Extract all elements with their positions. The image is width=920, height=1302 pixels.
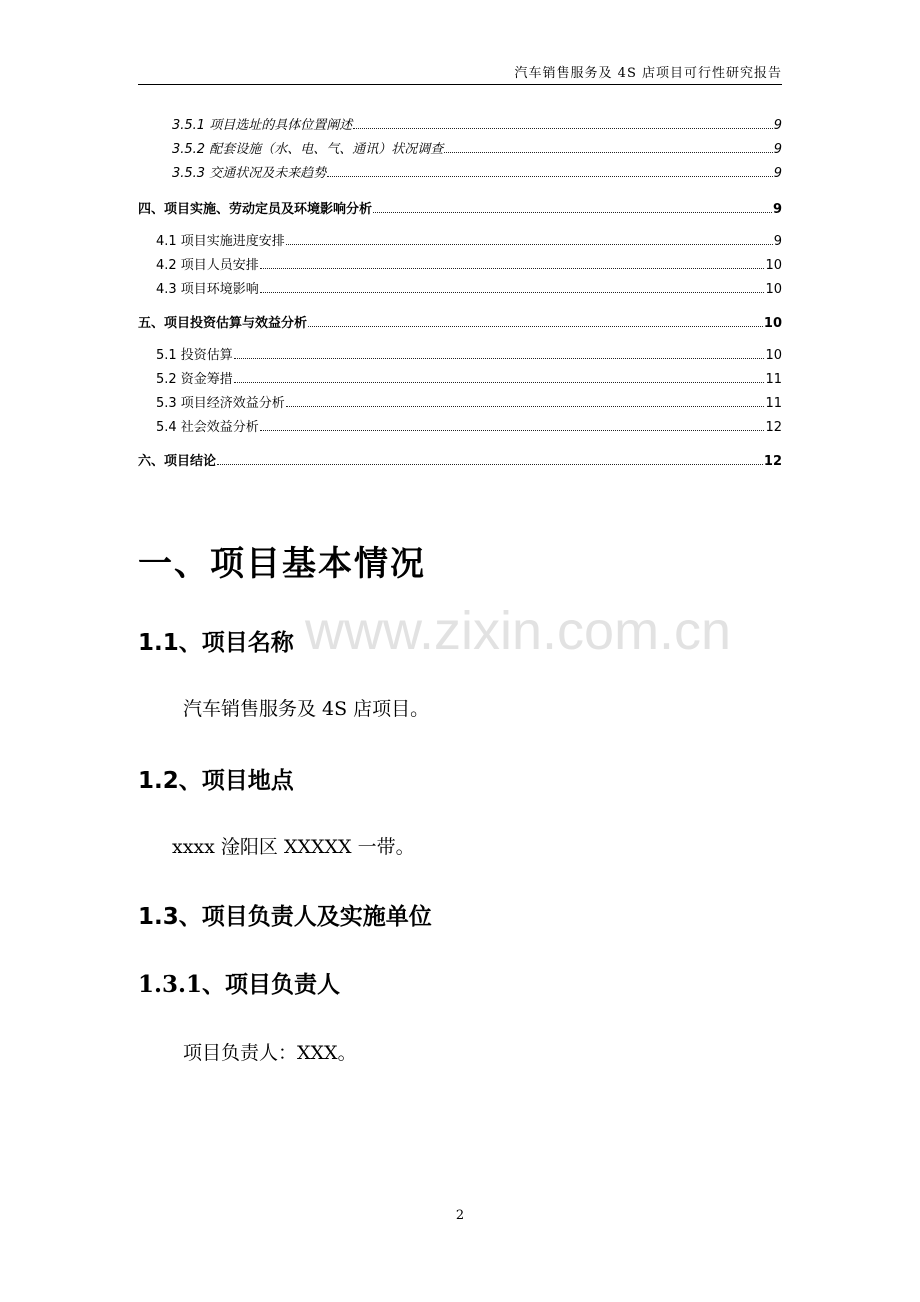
toc-entry-label: 4.2 项目人员安排 [156, 258, 259, 273]
watermark: www.zixin.com.cn [305, 601, 732, 661]
toc-leader-dots [327, 176, 773, 177]
toc-entry-label: 4.3 项目环境影响 [156, 282, 259, 297]
toc-entry[interactable] [138, 254, 782, 273]
toc-entry-label: 5.3 项目经济效益分析 [156, 396, 285, 411]
toc-leader-dots [260, 430, 765, 431]
toc-entry-label: 六、项目结论 [138, 454, 217, 469]
toc-leader-dots [234, 358, 765, 359]
page-number: 2 [455, 1208, 465, 1223]
section-paragraph: 汽车销售服务及 4S 店项目。 [183, 698, 430, 720]
toc-entry[interactable] [138, 416, 782, 435]
toc-entry[interactable] [138, 230, 782, 249]
toc-leader-dots [308, 326, 763, 327]
section-heading: 1.1、项目名称 [138, 630, 294, 656]
toc-entry-page: 9 [773, 166, 782, 181]
toc-leader-dots [444, 152, 773, 153]
section-heading: 1.3、项目负责人及实施单位 [138, 904, 432, 930]
toc-leader-dots [353, 128, 773, 129]
toc-entry[interactable] [138, 312, 782, 331]
toc-entry-label: 4.1 项目实施进度安排 [156, 234, 285, 249]
toc-entry-page: 9 [773, 142, 782, 157]
toc-entry-label: 5.2 资金筹措 [156, 372, 233, 387]
chapter-title: 一、项目基本情况 [138, 544, 426, 584]
toc-entry[interactable] [138, 138, 782, 157]
toc-leader-dots [260, 268, 765, 269]
toc-entry-label: 5.1 投资估算 [156, 348, 233, 363]
toc-entry-label: 3.5.1 项目选址的具体位置阐述 [172, 118, 353, 133]
toc-entry[interactable] [138, 278, 782, 297]
toc-entry-label: 四、项目实施、劳动定员及环境影响分析 [138, 202, 373, 217]
toc-leader-dots [234, 382, 765, 383]
subsection-heading: 1.3.1、项目负责人 [138, 971, 341, 998]
toc-entry-page: 10 [765, 258, 782, 273]
toc-entry-page: 10 [765, 348, 782, 363]
toc-entry[interactable] [138, 198, 782, 217]
toc-entry[interactable] [138, 392, 782, 411]
section-paragraph: 项目负责人：XXX。 [183, 1042, 357, 1064]
toc-leader-dots [286, 406, 765, 407]
toc-entry[interactable] [138, 368, 782, 387]
toc-entry-page: 9 [773, 118, 782, 133]
toc-leader-dots [217, 464, 763, 465]
toc-entry-label: 五、项目投资估算与效益分析 [138, 316, 308, 331]
toc-entry[interactable] [138, 344, 782, 363]
toc-entry[interactable] [138, 450, 782, 469]
section-paragraph: xxxx 淦阳区 XXXXX 一带。 [172, 836, 415, 858]
toc-entry-page: 12 [765, 420, 782, 435]
toc-entry[interactable] [138, 162, 782, 181]
toc-entry-page: 9 [773, 234, 782, 249]
toc-leader-dots [286, 244, 773, 245]
toc-entry-page: 11 [765, 396, 782, 411]
toc-entry-label: 3.5.2 配套设施（水、电、气、通讯）状况调查 [172, 142, 444, 157]
toc-entry-page: 12 [763, 454, 782, 469]
toc-leader-dots [260, 292, 765, 293]
toc-entry[interactable] [138, 114, 782, 133]
section-heading: 1.2、项目地点 [138, 768, 294, 794]
toc-entry-page: 11 [765, 372, 782, 387]
toc-entry-label: 3.5.3 交通状况及未来趋势 [172, 166, 327, 181]
running-header: 汽车销售服务及 4S 店项目可行性研究报告 [138, 62, 782, 85]
toc-entry-label: 5.4 社会效益分析 [156, 420, 259, 435]
toc-leader-dots [373, 212, 772, 213]
toc-entry-page: 10 [765, 282, 782, 297]
toc-entry-page: 10 [763, 316, 782, 331]
toc-entry-page: 9 [772, 202, 782, 217]
